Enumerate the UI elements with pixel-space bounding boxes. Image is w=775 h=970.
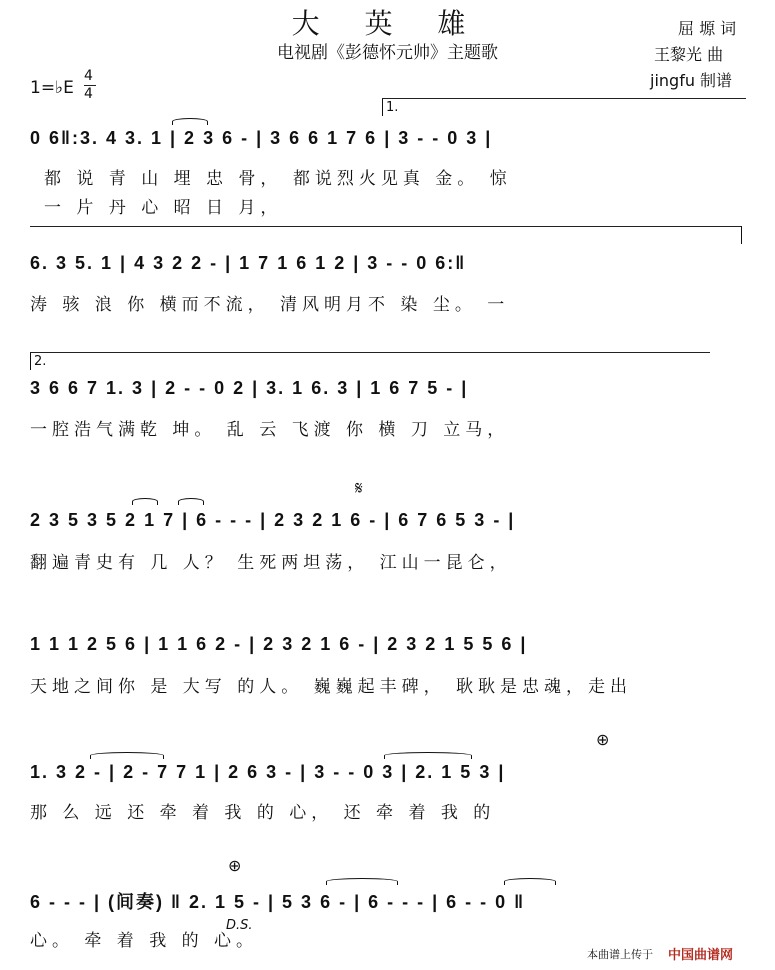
tie-mark xyxy=(326,878,398,885)
coda-mark: ⊕ xyxy=(596,730,610,749)
notation-line-3: 3 6 6 7 1. 3 | 2 - - 0 2 | 3. 1 6. 3 | 1 6 7 5 - | xyxy=(30,378,469,398)
notation-line-2: 6. 3 5. 1 | 4 3 2 2 - | 1 7 1 6 1 2 | 3 - - 0 6:‖ xyxy=(30,253,467,273)
ds-mark: D.S. xyxy=(226,918,253,933)
volta-2-label: 2. xyxy=(34,354,47,369)
volta-1-edge xyxy=(382,98,383,116)
time-signature-bottom: 4 xyxy=(84,86,93,102)
tie-mark xyxy=(384,752,472,759)
key-signature: 1=♭E xyxy=(30,78,74,98)
lyrics-line-7: 心。 牵 着 我 的 心。 xyxy=(30,931,259,951)
segno-mark: 𝄋 xyxy=(355,478,363,499)
tie-mark xyxy=(90,752,164,759)
lyrics-line-5: 天地之间你 是 大写 的人。 巍巍起丰碑， 耿耿是忠魂，走出 xyxy=(30,677,633,697)
volta-2-bracket xyxy=(30,352,710,353)
volta-1-label: 1. xyxy=(386,100,399,115)
footer-text: 本曲谱上传于 xyxy=(587,948,653,961)
score-subtitle: 电视剧《彭德怀元帅》主题歌 xyxy=(277,43,498,63)
slur-mark xyxy=(132,498,158,505)
lyrics-line-1a: 都 说 青 山 埋 忠 骨， 都说烈火见真 金。 惊 xyxy=(44,169,512,189)
notation-line-7: 6 - - - | (间奏) ‖ 2. 1 5 - | 5 3 6 - | 6 - - - | 6 - - 0 ‖ xyxy=(30,892,526,912)
lyrics-line-2: 涛 骇 浪 你 横而不流， 清风明月不 染 尘。 一 xyxy=(30,295,510,315)
notation-line-6: 1. 3 2 - | 2 - 7 7 1 | 2 6 3 - | 3 - - 0 3 | 2. 1 5 3 | xyxy=(30,762,506,782)
lyrics-line-4: 翻遍青史有 几 人？ 生死两坦荡， 江山一昆仑， xyxy=(30,553,512,573)
score-title: 大 英 雄 xyxy=(291,7,484,40)
site-logo: 中国曲谱网 xyxy=(668,948,734,963)
notation-line-1: 0 6‖:3. 4 3. 1 | 2 3 6 - | 3 6 6 1 7 6 | 3 - - 0 3 | xyxy=(30,128,493,148)
volta-2-span xyxy=(30,226,742,227)
slur-mark xyxy=(178,498,204,505)
lyrics-line-3: 一腔浩气满乾 坤。 乱 云 飞渡 你 横 刀 立马， xyxy=(30,420,510,440)
arranger-credit: jingfu 制谱 xyxy=(650,71,733,90)
lyricist-credit: 屈 塬 词 xyxy=(678,19,737,38)
lyrics-line-1b: 一 片 丹 心 昭 日 月， xyxy=(44,198,283,218)
notation-line-4: 2 3 5 3 5 2 1 7 | 6 - - - | 2 3 2 1 6 - | 6 7 6 5 3 - | xyxy=(30,510,516,530)
lyrics-line-6: 那 么 远 还 牵 着 我 的 心， 还 牵 着 我 的 xyxy=(30,803,496,823)
coda-mark: ⊕ xyxy=(228,856,242,875)
volta-2-start-edge xyxy=(30,352,31,370)
tie-mark xyxy=(504,878,556,885)
notation-line-5: 1 1 1 2 5 6 | 1 1 6 2 - | 2 3 2 1 6 - | 2 3 2 1 5 5 6 | xyxy=(30,634,528,654)
time-signature-bar xyxy=(84,85,96,86)
time-signature-top: 4 xyxy=(84,68,93,84)
composer-credit: 王黎光 曲 xyxy=(654,45,724,64)
tie-mark xyxy=(172,118,208,125)
volta-1-bracket xyxy=(382,98,746,99)
volta-2-edge xyxy=(741,226,742,244)
